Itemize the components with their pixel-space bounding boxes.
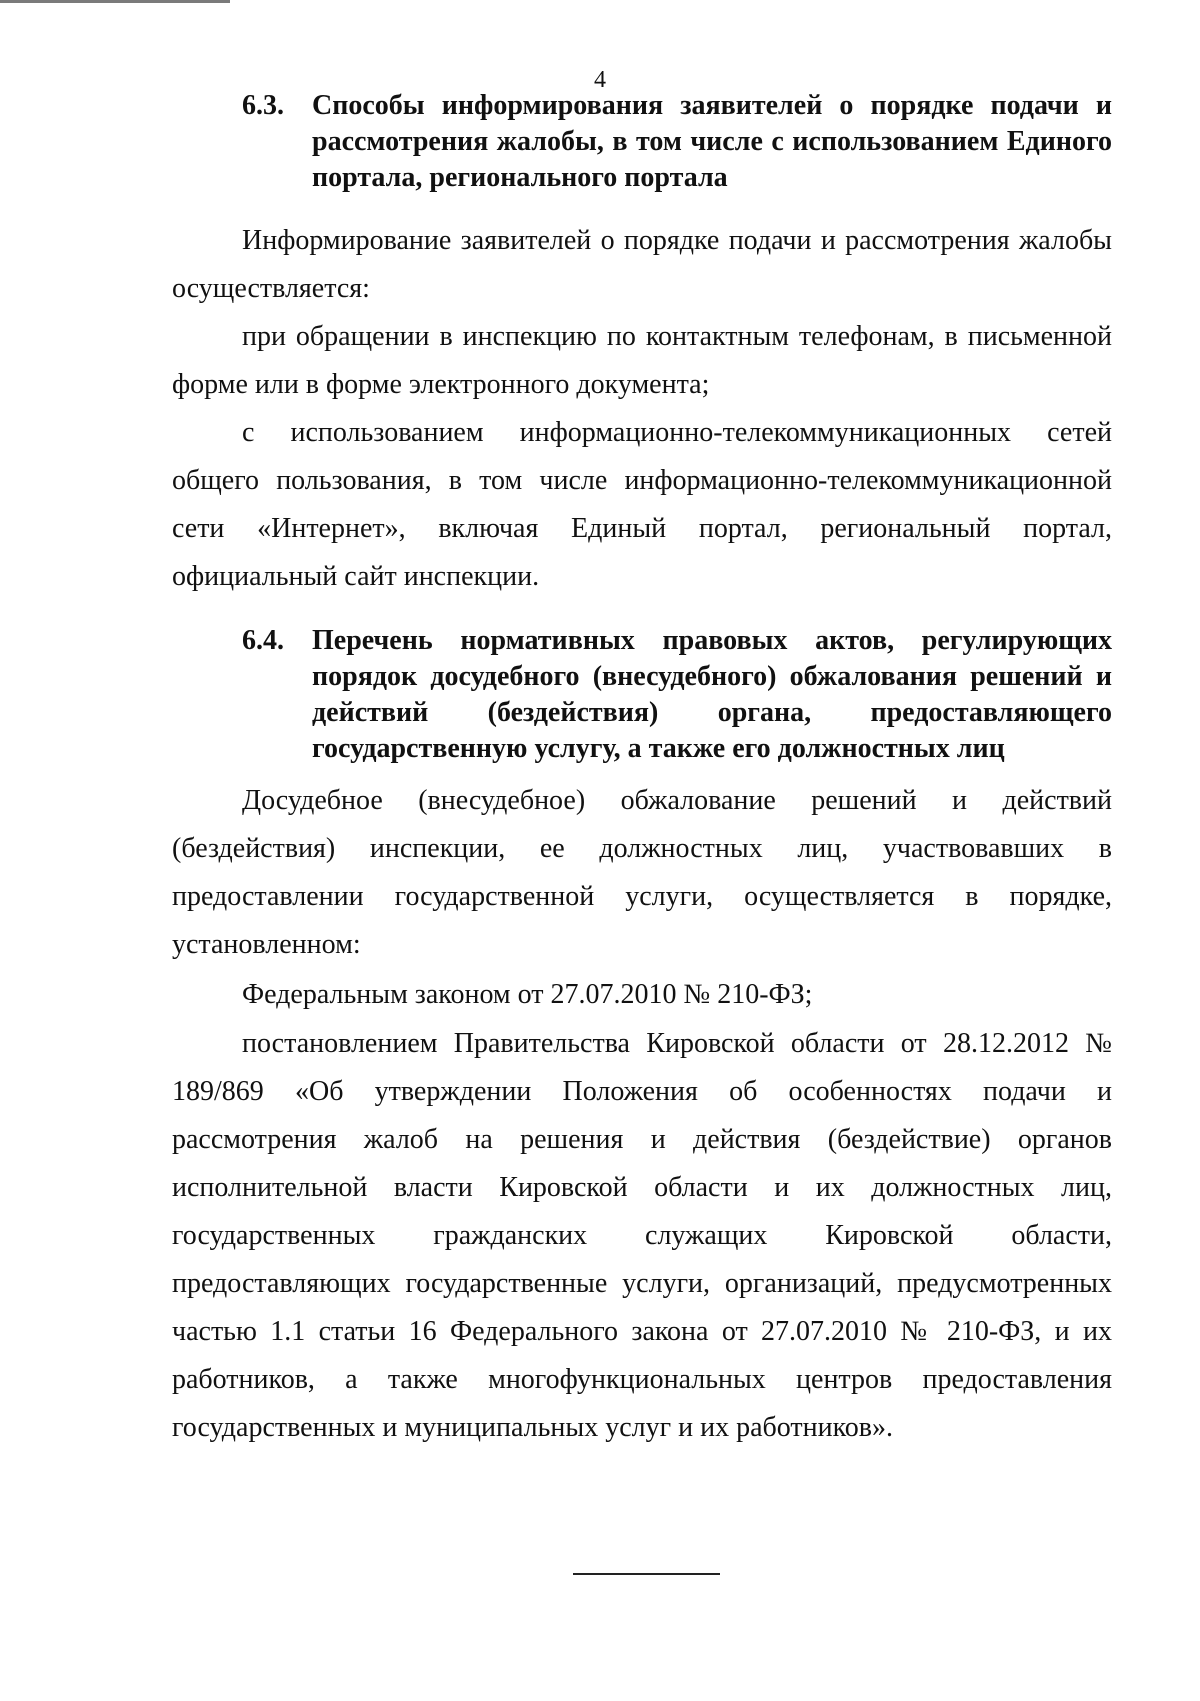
scan-edge-mark [0,0,230,3]
section-6-3-paragraph-3: с использованием информационно-телекоммуникационных сетей общего пользования, в том числе информационно-телекоммуникационной сети «Интернет», включая Единый портал, региональный портал, официальный сайт инспекции. [172,417,1112,592]
page-number: 4 [594,67,606,93]
section-6-3-title: Способы информирования заявителей о порядке подачи и рассмотрения жалобы, в том числе с использованием Единого портала, регионального портала [312,90,1112,193]
section-6-3-paragraph-2: при обращении в инспекцию по контактным телефонам, в письменной форме или в форме электронного документа; [172,321,1112,400]
section-6-4-heading [242,623,1112,767]
section-6-4-paragraph-1: Досудебное (внесудебное) обжалование решений и действий (бездействия) инспекции, ее должностных лиц, участвовавших в предоставлении государственной услуги, осуществляется в порядке, установленном: [172,785,1112,960]
section-6-4-number: 6.4. [242,625,284,656]
section-6-3-number: 6.3. [242,90,284,121]
section-6-4-paragraph-2: Федеральным законом от 27.07.2010 № 210-ФЗ; [242,979,813,1010]
section-6-3-paragraph-1: Информирование заявителей о порядке подачи и рассмотрения жалобы осуществляется: [172,225,1112,304]
section-6-4-title: Перечень нормативных правовых актов, регулирующих порядок досудебного (внесудебного) обжалования решений и действий (бездействия) органа, предоставляющего государственную услугу, а также его должностных лиц [312,625,1112,764]
section-6-3-heading [242,88,1112,196]
section-6-4-paragraph-3: постановлением Правительства Кировской области от 28.12.2012 № 189/869 «Об утверждении Положения об особенностях подачи и рассмотрения жалоб на решения и действия (бездействие) органов исполнительной власти Кировской области и их должностных лиц, государственных гражданских служащих Кировской области, предоставляющих государственные услуги, организаций, предусмотренных частью 1.1 статьи 16 Федерального закона от 27.07.2010 № 210-ФЗ, и их работников, а также многофункциональных центров предоставления государственных и муниципальных услуг и их работников». [172,1028,1112,1443]
closing-rule [573,1573,720,1575]
